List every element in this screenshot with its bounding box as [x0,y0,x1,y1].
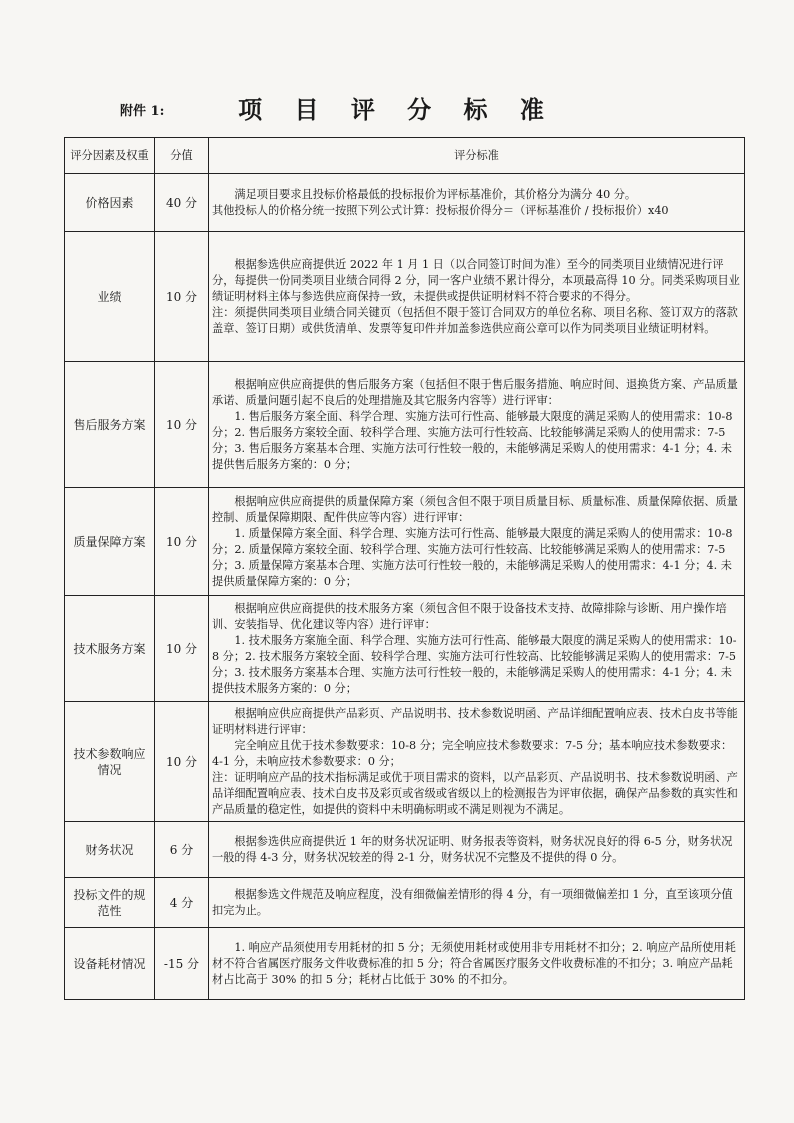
attachment-label: 附件 1: [120,104,165,119]
factor-cell: 质量保障方案 [65,488,155,596]
header-factor: 评分因素及权重 [65,138,155,174]
page-title: 项 目 评 分 标 准 [238,95,556,124]
score-cell: 40 分 [155,174,209,232]
criteria-cell [209,362,745,488]
table-header-row [65,138,745,174]
factor-cell: 财务状况 [65,822,155,878]
criteria-cell [209,928,745,1000]
table-row [65,702,745,822]
table-row [65,488,745,596]
table-row [65,232,745,362]
table-row [65,822,745,878]
criteria-cell [209,232,745,362]
factor-cell: 价格因素 [65,174,155,232]
header-criteria: 评分标准 [209,138,745,174]
factor-cell: 业绩 [65,232,155,362]
criteria-paragraph: 1. 响应产品须使用专用耗材的扣 5 分；无须使用耗材或使用非专用耗材不扣分；2. 响应产品所使用耗材不符合省属医疗服务文件收费标准的扣 5 分；符合省属医疗服务文件收费标准的不扣分；3. 响应产品耗材占比高于 30% 的扣 5 分；耗材占比低于 30% 的不扣分。 [212,940,736,986]
factor-cell: 设备耗材情况 [65,928,155,1000]
criteria-cell [209,702,745,822]
criteria-paragraph: 1. 技术服务方案施全面、科学合理、实施方法可行性高、能够最大限度的满足采购人的使用需求：10-8 分；2. 技术服务方案较全面、较科学合理、实施方法可行性较高、比较能够满足采购人的使用需求：7-5 分；3. 技术服务方案基本合理、实施方法可行性较一般的，未能够满足采购人的使用需求：4-1 分；4. 未提供技术服务方案的：0 分； [212,633,737,695]
score-cell: 10 分 [155,362,209,488]
scoring-table [64,137,745,1000]
factor-cell: 技术服务方案 [65,596,155,702]
score-cell: 10 分 [155,232,209,362]
criteria-paragraph: 根据响应供应商提供的售后服务方案（包括但不限于售后服务措施、响应时间、退换货方案、产品质量承诺、质量问题引起不良后的处理措施及其它服务内容等）进行评审： [212,377,738,407]
criteria-cell [209,878,745,928]
criteria-paragraph: 根据响应供应商提供产品彩页、产品说明书、技术参数说明函、产品详细配置响应表、技术白皮书等能证明材料进行评审： [212,706,738,736]
score-cell: 4 分 [155,878,209,928]
criteria-paragraph: 根据响应供应商提供的质量保障方案（须包含但不限于项目质量目标、质量标准、质量保障依据、质量控制、质量保障期限、配件供应等内容）进行评审： [212,494,738,524]
criteria-cell [209,174,745,232]
criteria-cell [209,596,745,702]
criteria-cell [209,822,745,878]
criteria-paragraph: 根据参选供应商提供近 2022 年 1 月 1 日（以合同签订时间为准）至今的同类项目业绩情况进行评分，每提供一份同类项目业绩合同得 2 分，同一客户业绩不累计得分，本项最高得 10 分。同类采购项目业绩证明材料主体与参选供应商保持一致，未提供或提供证明材料不符合要求的不得分。 [212,257,740,303]
table-row [65,362,745,488]
score-cell: -15 分 [155,928,209,1000]
header-score: 分值 [155,138,209,174]
criteria-paragraph: 其他投标人的价格分统一按照下列公式计算：投标报价得分＝（评标基准价 / 投标报价）x40 [212,203,669,217]
criteria-paragraph: 注：须提供同类项目业绩合同关键页（包括但不限于签订合同双方的单位名称、项目名称、签订双方的落款盖章、签订日期）或供货清单、发票等复印件并加盖参选供应商公章可以作为同类项目业绩证明材料。 [212,305,738,335]
factor-cell: 投标文件的规范性 [65,878,155,928]
table-row [65,174,745,232]
criteria-paragraph: 根据参选文件规范及响应程度，没有细微偏差情形的得 4 分，有一项细微偏差扣 1 分，直至该项分值扣完为止。 [212,887,733,917]
factor-cell: 售后服务方案 [65,362,155,488]
table-body [65,174,745,1000]
score-cell: 6 分 [155,822,209,878]
factor-cell: 技术参数响应情况 [65,702,155,822]
criteria-cell [209,488,745,596]
score-cell: 10 分 [155,488,209,596]
criteria-paragraph: 完全响应且优于技术参数要求：10-8 分；完全响应技术参数要求：7-5 分；基本响应技术参数要求：4-1 分，未响应技术参数要求：0 分； [212,738,733,768]
criteria-paragraph: 根据参选供应商提供近 1 年的财务状况证明、财务报表等资料，财务状况良好的得 6-5 分，财务状况一般的得 4-3 分，财务状况较差的得 2-1 分，财务状况不完整及不提供的得 0 分。 [212,834,733,864]
criteria-paragraph: 根据响应供应商提供的技术服务方案（须包含但不限于设备技术支持、故障排除与诊断、用户操作培训、安装指导、优化建议等内容）进行评审： [212,601,727,631]
criteria-paragraph: 1. 质量保障方案全面、科学合理、实施方法可行性高、能够最大限度的满足采购人的使用需求：10-8 分；2. 质量保障方案较全面、较科学合理、实施方法可行性较高、比较能够满足采购人的使用需求：7-5 分；3. 质量保障方案基本合理、实施方法可行性较一般的，未能够满足采购人的使用需求：4-1 分；4. 未提供质量保障方案的：0 分； [212,526,733,588]
score-cell: 10 分 [155,596,209,702]
table-row [65,928,745,1000]
score-cell: 10 分 [155,702,209,822]
criteria-paragraph: 注：证明响应产品的技术指标满足或优于项目需求的资料，以产品彩页、产品说明书、技术参数说明函、产品详细配置响应表、技术白皮书及彩页或省级或省级以上的检测报告为评审依据，确保产品参数的真实性和产品质量的稳定性，如提供的资料中未明确标明或不满足则视为不满足。 [212,770,738,816]
criteria-paragraph: 满足项目要求且投标价格最低的投标报价为评标基准价，其价格分为满分 40 分。 [234,187,637,201]
table-row [65,878,745,928]
criteria-paragraph: 1. 售后服务方案全面、科学合理、实施方法可行性高、能够最大限度的满足采购人的使用需求：10-8 分；2. 售后服务方案较全面、较科学合理、实施方法可行性较高、比较能够满足采购人的使用需求：7-5 分；3. 售后服务方案基本合理、实施方法可行性较一般的，未能够满足采购人的使用需求：4-1 分；4. 未提供售后服务方案的：0 分； [212,409,733,471]
table-row [65,596,745,702]
